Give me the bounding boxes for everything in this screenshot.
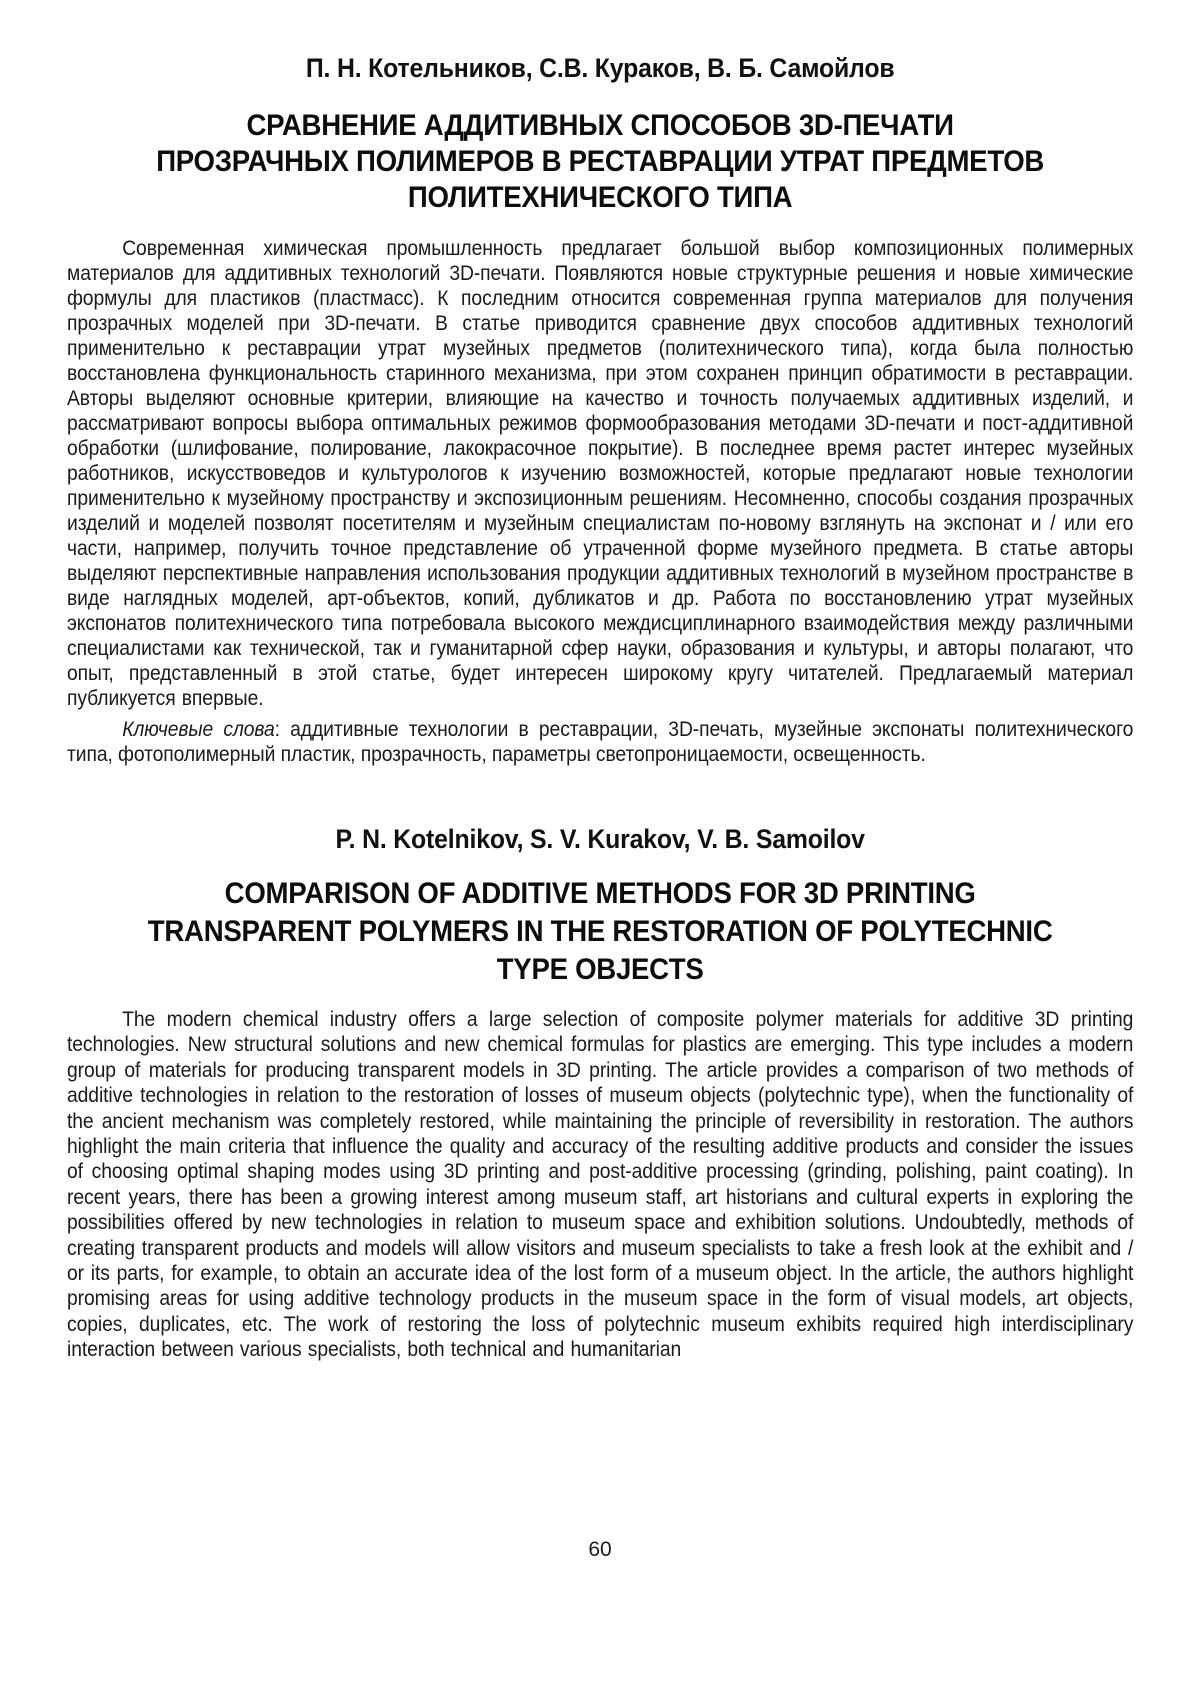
english-authors-line: P. N. Kotelnikov, S. V. Kurakov, V. B. Samoilov (335, 824, 865, 854)
keywords-text: : аддитивные технологии в реставрации, 3D-печать, музейные экспонаты политехнического типа, фотополимерный пластик, прозрачность, параметры светопроницаемости, освещенность. (67, 718, 1134, 766)
english-title-line-2: TRANSPARENT POLYMERS IN THE RESTORATION OF POLYTECHNIC (147, 915, 1053, 948)
russian-title-line-1: СРАВНЕНИЕ АДДИТИВНЫХ СПОСОБОВ 3D-ПЕЧАТИ (246, 109, 954, 142)
keywords-label: Ключевые слова (122, 718, 275, 741)
russian-title-line-2: ПРОЗРАЧНЫХ ПОЛИМЕРОВ В РЕСТАВРАЦИИ УТРАТ ПРЕДМЕТОВ (156, 145, 1045, 178)
russian-abstract-paragraph: Современная химическая промышленность предлагает большой выбор композиционных полимерных материалов для аддитивных технологий 3D-печати. Появляются новые структурные решения и новые химические формулы для пластиков (пластмасс). К последним относится современная группа материалов для получения прозрачных моделей при 3D-печати. В статье приводится сравнение двух способов аддитивных технологий применительно к реставрации утрат музейных предметов (политехнического типа), когда была полностью восстановлена функциональность старинного механизма, при этом сохранен принцип обратимости в реставрации. Авторы выделяют основные критерии, влияющие на качество и точность получаемых аддитивных изделий, и рассматривают вопросы выбора оптимальных режимов формообразования методами 3D-печати и пост-аддитивной обработки (шлифование, полирование, лакокрасочное покрытие). В последнее время растет интерес музейных работников, искусствоведов и культурологов к изучению возможностей, которые предлагают новые технологии применительно к музейному пространству и экспозиционным решениям. Несомненно, способы создания прозрачных изделий и моделей позволят посетителям и музейным специалистам по-новому взглянуть на экспонат и / или его части, например, получить точное представление об утраченной форме музейного предмета. В статье авторы выделяют перспективные направления использования продукции аддитивных технологий в музейном пространстве в виде наглядных моделей, арт-объектов, копий, дубликатов и др. Работа по восстановлению утрат музейных экспонатов политехнического типа потребовала высокого междисциплинарного взаимодействия между различными специалистами как технической, так и гуманитарной сфер науки, образования и культуры, и авторы полагают, что опыт, представленный в этой статье, будет интересен широкому кругу читателей. Предлагаемый материал публикуется впервые. (67, 237, 1134, 710)
russian-article-title (67, 108, 1133, 216)
english-abstract-paragraph: The modern chemical industry offers a large selection of composite polymer materials for additive 3D printing technologies. New structural solutions and new chemical formulas for plastics are emerging. This type includes a modern group of materials for producing transparent models in 3D printing. The article provides a comparison of two methods of additive technologies in relation to the restoration of losses of museum objects (polytechnic type), when the functionality of the ancient mechanism was completely restored, while maintaining the principle of reversibility in restoration. The authors highlight the main criteria that influence the quality and accuracy of the resulting additive products and consider the issues of choosing optimal shaping modes using 3D printing and post-additive processing (grinding, polishing, paint coating). In recent years, there has been a growing interest among museum staff, art historians and cultural experts in exploring the possibilities offered by new technologies in relation to museum space and exhibition solutions. Undoubtedly, methods of creating transparent products and models will allow visitors and museum specialists to take a fresh look at the exhibit and / or its parts, for example, to obtain an accurate idea of the lost form of a museum object. In the article, the authors highlight promising areas for using additive technology products in the museum space in the form of visual models, art objects, copies, duplicates, etc. The work of restoring the loss of polytechnic museum exhibits required high interdisciplinary interaction between various specialists, both technical and humanitarian (67, 1008, 1134, 1362)
russian-title-line-3: ПОЛИТЕХНИЧЕСКОГО ТИПА (407, 181, 793, 214)
russian-keywords-paragraph (67, 717, 1133, 767)
english-title-line-1: COMPARISON OF ADDITIVE METHODS FOR 3D PRINTING (224, 877, 976, 910)
article-content-column (67, 52, 1133, 1363)
russian-authors-line: П. Н. Котельников, С.В. Кураков, В. Б. Самойлов (305, 53, 895, 83)
english-article-title (67, 875, 1133, 989)
english-title-line-3: TYPE OBJECTS (496, 953, 704, 986)
page-number: 60 (588, 1538, 612, 1561)
